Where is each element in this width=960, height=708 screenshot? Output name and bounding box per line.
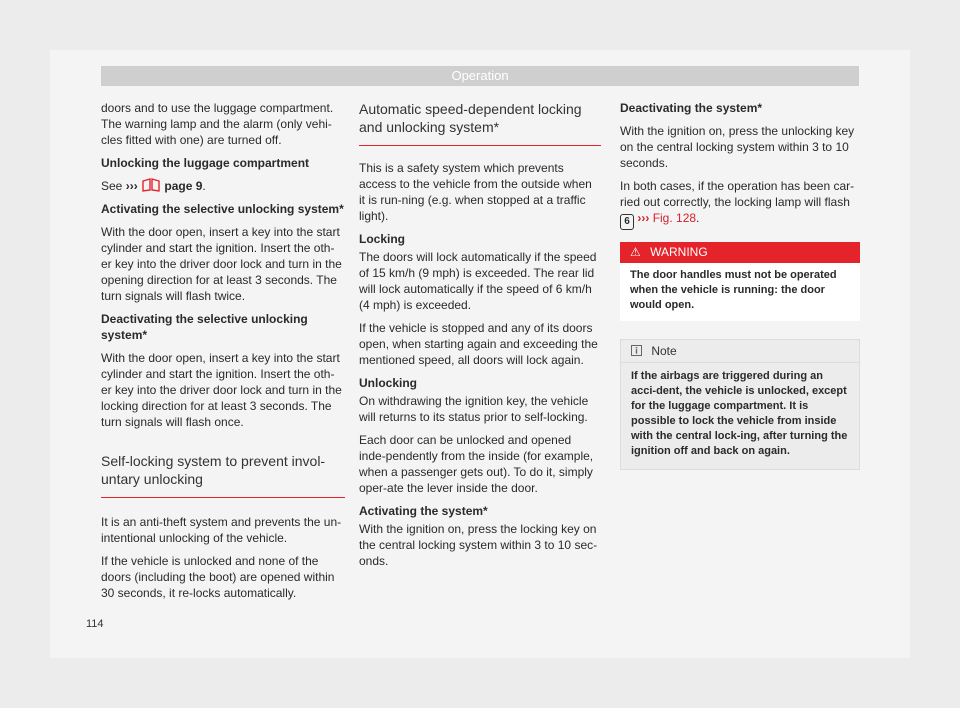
activating-system-heading: Activating the system* (359, 504, 488, 518)
lock-key-icon: 6 (620, 214, 634, 230)
unlocking-text-1: On withdrawing the ignition key, the vehicle will returns to its status prior to self-locking. (359, 394, 589, 424)
book-icon (141, 178, 161, 192)
locking-text-2: If the vehicle is stopped and any of its doors open, when starting again and exceeding the mentioned speed, all doors will lock again. (359, 321, 598, 367)
see-arrows: ››› (125, 179, 138, 193)
column-left (101, 100, 345, 608)
activating-system-text: With the ignition on, press the locking key on the central locking system within 3 to 10 sec-onds. (359, 522, 598, 568)
see-prefix: See (101, 179, 123, 193)
deactivating-heading: Deactivating the selective unlocking system* (101, 312, 308, 342)
page-link[interactable]: page 9 (164, 179, 203, 193)
self-locking-title: Self-locking system to prevent invol-untary unlocking (101, 452, 345, 498)
auto-locking-intro: This is a safety system which prevents access to the vehicle from the outside when it is run-ning (e.g. when stopped at a traffic light). (359, 161, 592, 223)
column-right (620, 100, 860, 470)
fig-arrows: ››› (637, 211, 650, 225)
deactivating-system-heading: Deactivating the system* (620, 101, 763, 115)
locking-heading: Locking (359, 232, 406, 246)
intro-paragraph: doors and to use the luggage compartment. The warning lamp and the alarm (only vehi-cles fitted with one) are turned off. (101, 101, 334, 147)
unlocking-text-2: Each door can be unlocked and opened inde-pendently from the inside (for example, when a passenger gets out). To do it, simply oper-ate the lever inside the door. (359, 433, 594, 495)
self-locking-text-1: It is an anti-theft system and prevents the un-intentional unlocking of the vehicle. (101, 515, 342, 545)
info-icon (631, 344, 645, 358)
activating-heading: Activating the selective unlocking system* (101, 202, 344, 216)
column-middle (359, 100, 601, 576)
note-header (621, 340, 859, 363)
deactivating-system-text: With the ignition on, press the unlocking key on the central locking system within 3 to 10 seconds. (620, 124, 855, 170)
warning-box (620, 242, 860, 321)
deactivating-text: With the door open, insert a key into the start cylinder and start the ignition. Insert the oth-er key into the driver door lock and turn in the locking direction for at least 3 seconds. The turn signals will flash once. (101, 351, 342, 429)
both-cases-text (620, 178, 860, 230)
warning-label: WARNING (650, 245, 708, 259)
unlock-luggage-heading: Unlocking the luggage compartment (101, 156, 310, 170)
figure-link[interactable]: Fig. 128 (652, 211, 697, 225)
section-header: Operation (101, 66, 859, 86)
activating-text: With the door open, insert a key into the start cylinder and start the ignition. Insert the oth-er key into the driver door lock and turn in the opening direction for at least 3 seconds. The turn signals will flash twice. (101, 225, 342, 303)
note-text: If the airbags are triggered during an acci-dent, the vehicle is unlocked, except for the luggage compartment. It is possible to lock the vehicle from inside with the central lock-ing, after turning the ignition off and back on again. (631, 370, 848, 457)
warning-text: The door handles must not be operated when the vehicle is running: the door would open. (630, 269, 837, 311)
period: . (696, 211, 700, 225)
locking-text-1: The doors will lock automatically if the speed of 15 km/h (9 mph) is exceeded. The rear lid will lock automatically if the speed of 6 km/h (4 mph) is exceeded. (359, 250, 597, 312)
auto-locking-title: Automatic speed-dependent locking and unlocking system* (359, 100, 601, 146)
unlocking-heading: Unlocking (359, 376, 418, 390)
warning-header (620, 242, 860, 263)
note-label: Note (651, 344, 677, 358)
both-cases-sentence: In both cases, if the operation has been car-ried out correctly, the locking lamp will flash (620, 179, 855, 209)
page-number: 114 (86, 618, 104, 630)
see-reference: See ››› page 9. (101, 179, 206, 193)
warning-triangle-icon: ⚠ (630, 245, 641, 259)
note-box (620, 339, 860, 470)
self-locking-text-2: If the vehicle is unlocked and none of the doors (including the boot) are opened within 30 seconds, it re-locks automatically. (101, 554, 335, 600)
